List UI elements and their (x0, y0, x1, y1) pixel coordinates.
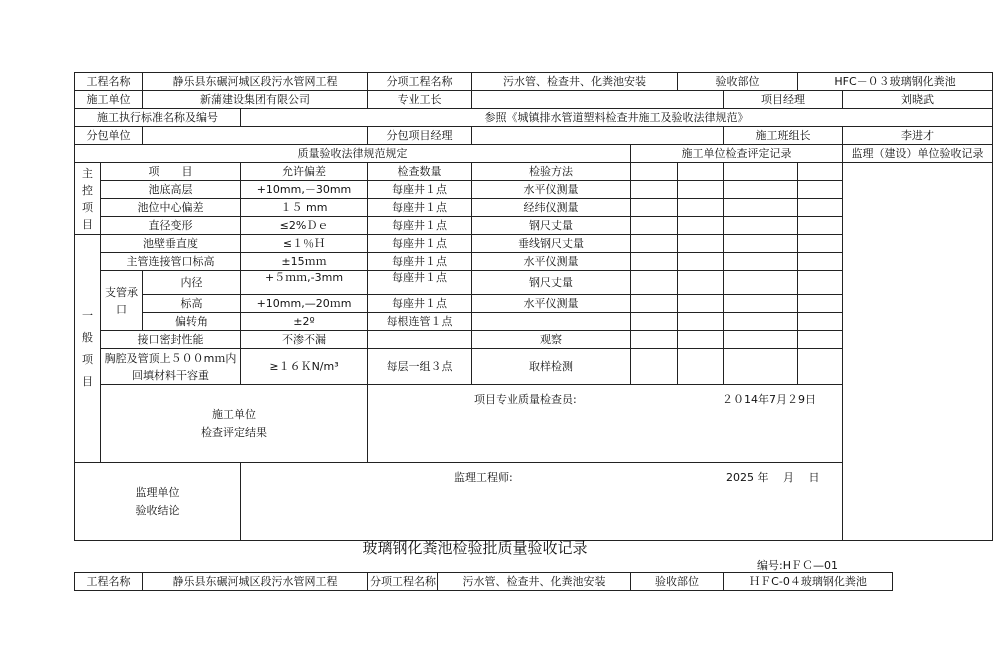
general-item-method: 取样检测 (472, 349, 631, 385)
foreman (472, 91, 724, 109)
check-cell (798, 181, 843, 199)
check-cell (724, 199, 798, 217)
check-cell (678, 253, 724, 271)
general-item-tolerance: ≤１％Ｈ (241, 235, 368, 253)
form-title: 玻璃钢化粪池检验批质量验收记录 (362, 539, 588, 557)
construction-unit-label: 施工单位 (75, 91, 143, 109)
check-cell (678, 349, 724, 385)
general-item-tolerance: ±15ｍｍ (241, 253, 368, 271)
check-cell (631, 331, 678, 349)
team-leader-label: 施工班组长 (724, 127, 843, 145)
general-item-name: 主管连接管口标高 (101, 253, 241, 271)
check-cell (798, 331, 843, 349)
main-item-tolerance: +10mm,－30mm (241, 181, 368, 199)
supervision-result-label: 监理单位 验收结论 (75, 463, 241, 541)
supervision-result-area (241, 463, 993, 541)
check-cell (724, 313, 798, 331)
general-item-name: 接口密封性能 (101, 331, 241, 349)
check-cell (678, 295, 724, 313)
inspection-part: ＨＦC-0４玻璃钢化粪池 (724, 573, 893, 591)
general-item-method (472, 313, 631, 331)
spec-header: 质量验收法律规范规定 (75, 145, 631, 163)
sub-project: 污水管、检查井、化粪池安装 (472, 73, 678, 91)
main-item-quantity: 每座井１点 (368, 217, 472, 235)
check-cell (631, 313, 678, 331)
general-item-tolerance: ±2º (241, 313, 368, 331)
supervision-header: 监理（建设）单位验收记录 (843, 145, 993, 163)
foreman-label: 专业工长 (368, 91, 472, 109)
general-item-name: 胸腔及管顶上５００mｍ内回填材料干容重 (101, 349, 241, 385)
check-cell (678, 235, 724, 253)
check-cell (798, 199, 843, 217)
main-item-quantity: 每座井１点 (368, 181, 472, 199)
general-item-name: 内径 (143, 271, 241, 295)
inspection-part-label: 验收部位 (678, 73, 798, 91)
sub-project-label: 分项工程名称 (368, 73, 472, 91)
project-name: 静乐县东碾河城区段污水管网工程 (143, 73, 368, 91)
check-cell (631, 199, 678, 217)
sub-unit-label: 分包单位 (75, 127, 143, 145)
general-item-method: 观察 (472, 331, 631, 349)
branch-socket-label: 支管承口 (101, 271, 143, 331)
form-code: 编号:HＦＣ—01 (757, 559, 838, 572)
main-item-quantity: 每座井１点 (368, 199, 472, 217)
check-cell (678, 217, 724, 235)
second-form-header (74, 572, 893, 591)
col-method: 检验方法 (472, 163, 631, 181)
col-quantity: 检查数量 (368, 163, 472, 181)
check-cell (798, 271, 843, 295)
general-item-tolerance: +５ｍｍ,-3mm (241, 271, 368, 295)
check-cell (631, 163, 678, 181)
check-cell (798, 163, 843, 181)
project-name: 静乐县东碾河城区段污水管网工程 (143, 573, 368, 591)
general-group: 一般项目 (75, 235, 101, 463)
check-cell (724, 331, 798, 349)
check-cell (724, 235, 798, 253)
general-item-quantity: 每根连管１点 (368, 313, 472, 331)
pm-label: 项目经理 (724, 91, 843, 109)
sub-pm (472, 127, 724, 145)
check-cell (678, 199, 724, 217)
general-item-quantity: 每层一组３点 (368, 349, 472, 385)
engineer-label: 监理工程师: (454, 471, 513, 484)
check-cell (724, 181, 798, 199)
self-check-header: 施工单位检查评定记录 (631, 145, 843, 163)
general-item-quantity: 每座井１点 (368, 235, 472, 253)
self-result-label: 施工单位 检查评定结果 (101, 385, 368, 463)
check-cell (631, 235, 678, 253)
project-name-label: 工程名称 (75, 573, 143, 591)
check-cell (678, 331, 724, 349)
general-item-name: 池壁垂直度 (101, 235, 241, 253)
col-item: 项 目 (101, 163, 241, 181)
sub-pm-label: 分包项目经理 (368, 127, 472, 145)
check-cell (724, 163, 798, 181)
check-cell (631, 295, 678, 313)
check-cell (798, 349, 843, 385)
sub-unit (143, 127, 368, 145)
general-item-quantity: 每座井１点 (368, 271, 472, 295)
general-item-tolerance: +10mm,—20ｍm (241, 295, 368, 313)
general-item-method: 垂线钢尺丈量 (472, 235, 631, 253)
general-item-name: 偏转角 (143, 313, 241, 331)
main-item-method: 水平仪测量 (472, 181, 631, 199)
check-cell (798, 217, 843, 235)
construction-unit: 新蒲建设集团有限公司 (143, 91, 368, 109)
main-item-tolerance: １５ mm (241, 199, 368, 217)
general-item-quantity: 每座井１点 (368, 253, 472, 271)
check-cell (724, 253, 798, 271)
check-cell (678, 271, 724, 295)
sub-project-label: 分项工程名称 (368, 573, 438, 591)
general-item-name: 标高 (143, 295, 241, 313)
main-item-tolerance: ≤2%Ｄｅ (241, 217, 368, 235)
general-item-method: 钢尺丈量 (472, 271, 631, 295)
col-tolerance: 允许偏差 (241, 163, 368, 181)
check-cell (798, 253, 843, 271)
general-item-method: 水平仪测量 (472, 295, 631, 313)
general-item-tolerance: ≥１６ＫN/m³ (241, 349, 368, 385)
standard-label: 施工执行标准名称及编号 (75, 109, 241, 127)
pm: 刘晓武 (843, 91, 993, 109)
main-item-method: 钢尺丈量 (472, 217, 631, 235)
main-item-name: 池底高层 (101, 181, 241, 199)
check-cell (678, 313, 724, 331)
inspector-label: 项目专业质量检查员: (474, 393, 577, 406)
sub-project: 污水管、检查井、化粪池安装 (438, 573, 631, 591)
self-result-area (368, 385, 993, 463)
inspection-part-label: 验收部位 (631, 573, 724, 591)
check-cell (798, 313, 843, 331)
check-cell (798, 235, 843, 253)
check-cell (631, 181, 678, 199)
general-item-method: 水平仪测量 (472, 253, 631, 271)
inspection-part: HFC－０３玻璃钢化粪池 (798, 73, 993, 91)
inspection-record-form (74, 72, 993, 541)
general-item-quantity: 每座井１点 (368, 295, 472, 313)
check-cell (724, 217, 798, 235)
check-cell (631, 253, 678, 271)
main-item-method: 经纬仪测量 (472, 199, 631, 217)
check-cell (724, 349, 798, 385)
main-control-group: 主控项目 (75, 163, 101, 235)
check-cell (631, 217, 678, 235)
check-cell (678, 163, 724, 181)
check-cell (631, 349, 678, 385)
engineer-date: 2025 年 月 日 (726, 471, 820, 484)
team-leader: 李进才 (843, 127, 993, 145)
check-cell (631, 271, 678, 295)
main-item-name: 池位中心偏差 (101, 199, 241, 217)
check-cell (798, 295, 843, 313)
standard: 参照《城镇排水管道塑料检查井施工及验收法律规范》 (241, 109, 993, 127)
check-cell (678, 181, 724, 199)
general-item-tolerance: 不渗不漏 (241, 331, 368, 349)
main-item-name: 直径变形 (101, 217, 241, 235)
inspector-date: ２０14年7月２9日 (722, 393, 816, 406)
project-name-label: 工程名称 (75, 73, 143, 91)
check-cell (724, 271, 798, 295)
check-cell (724, 295, 798, 313)
general-item-quantity (368, 331, 472, 349)
